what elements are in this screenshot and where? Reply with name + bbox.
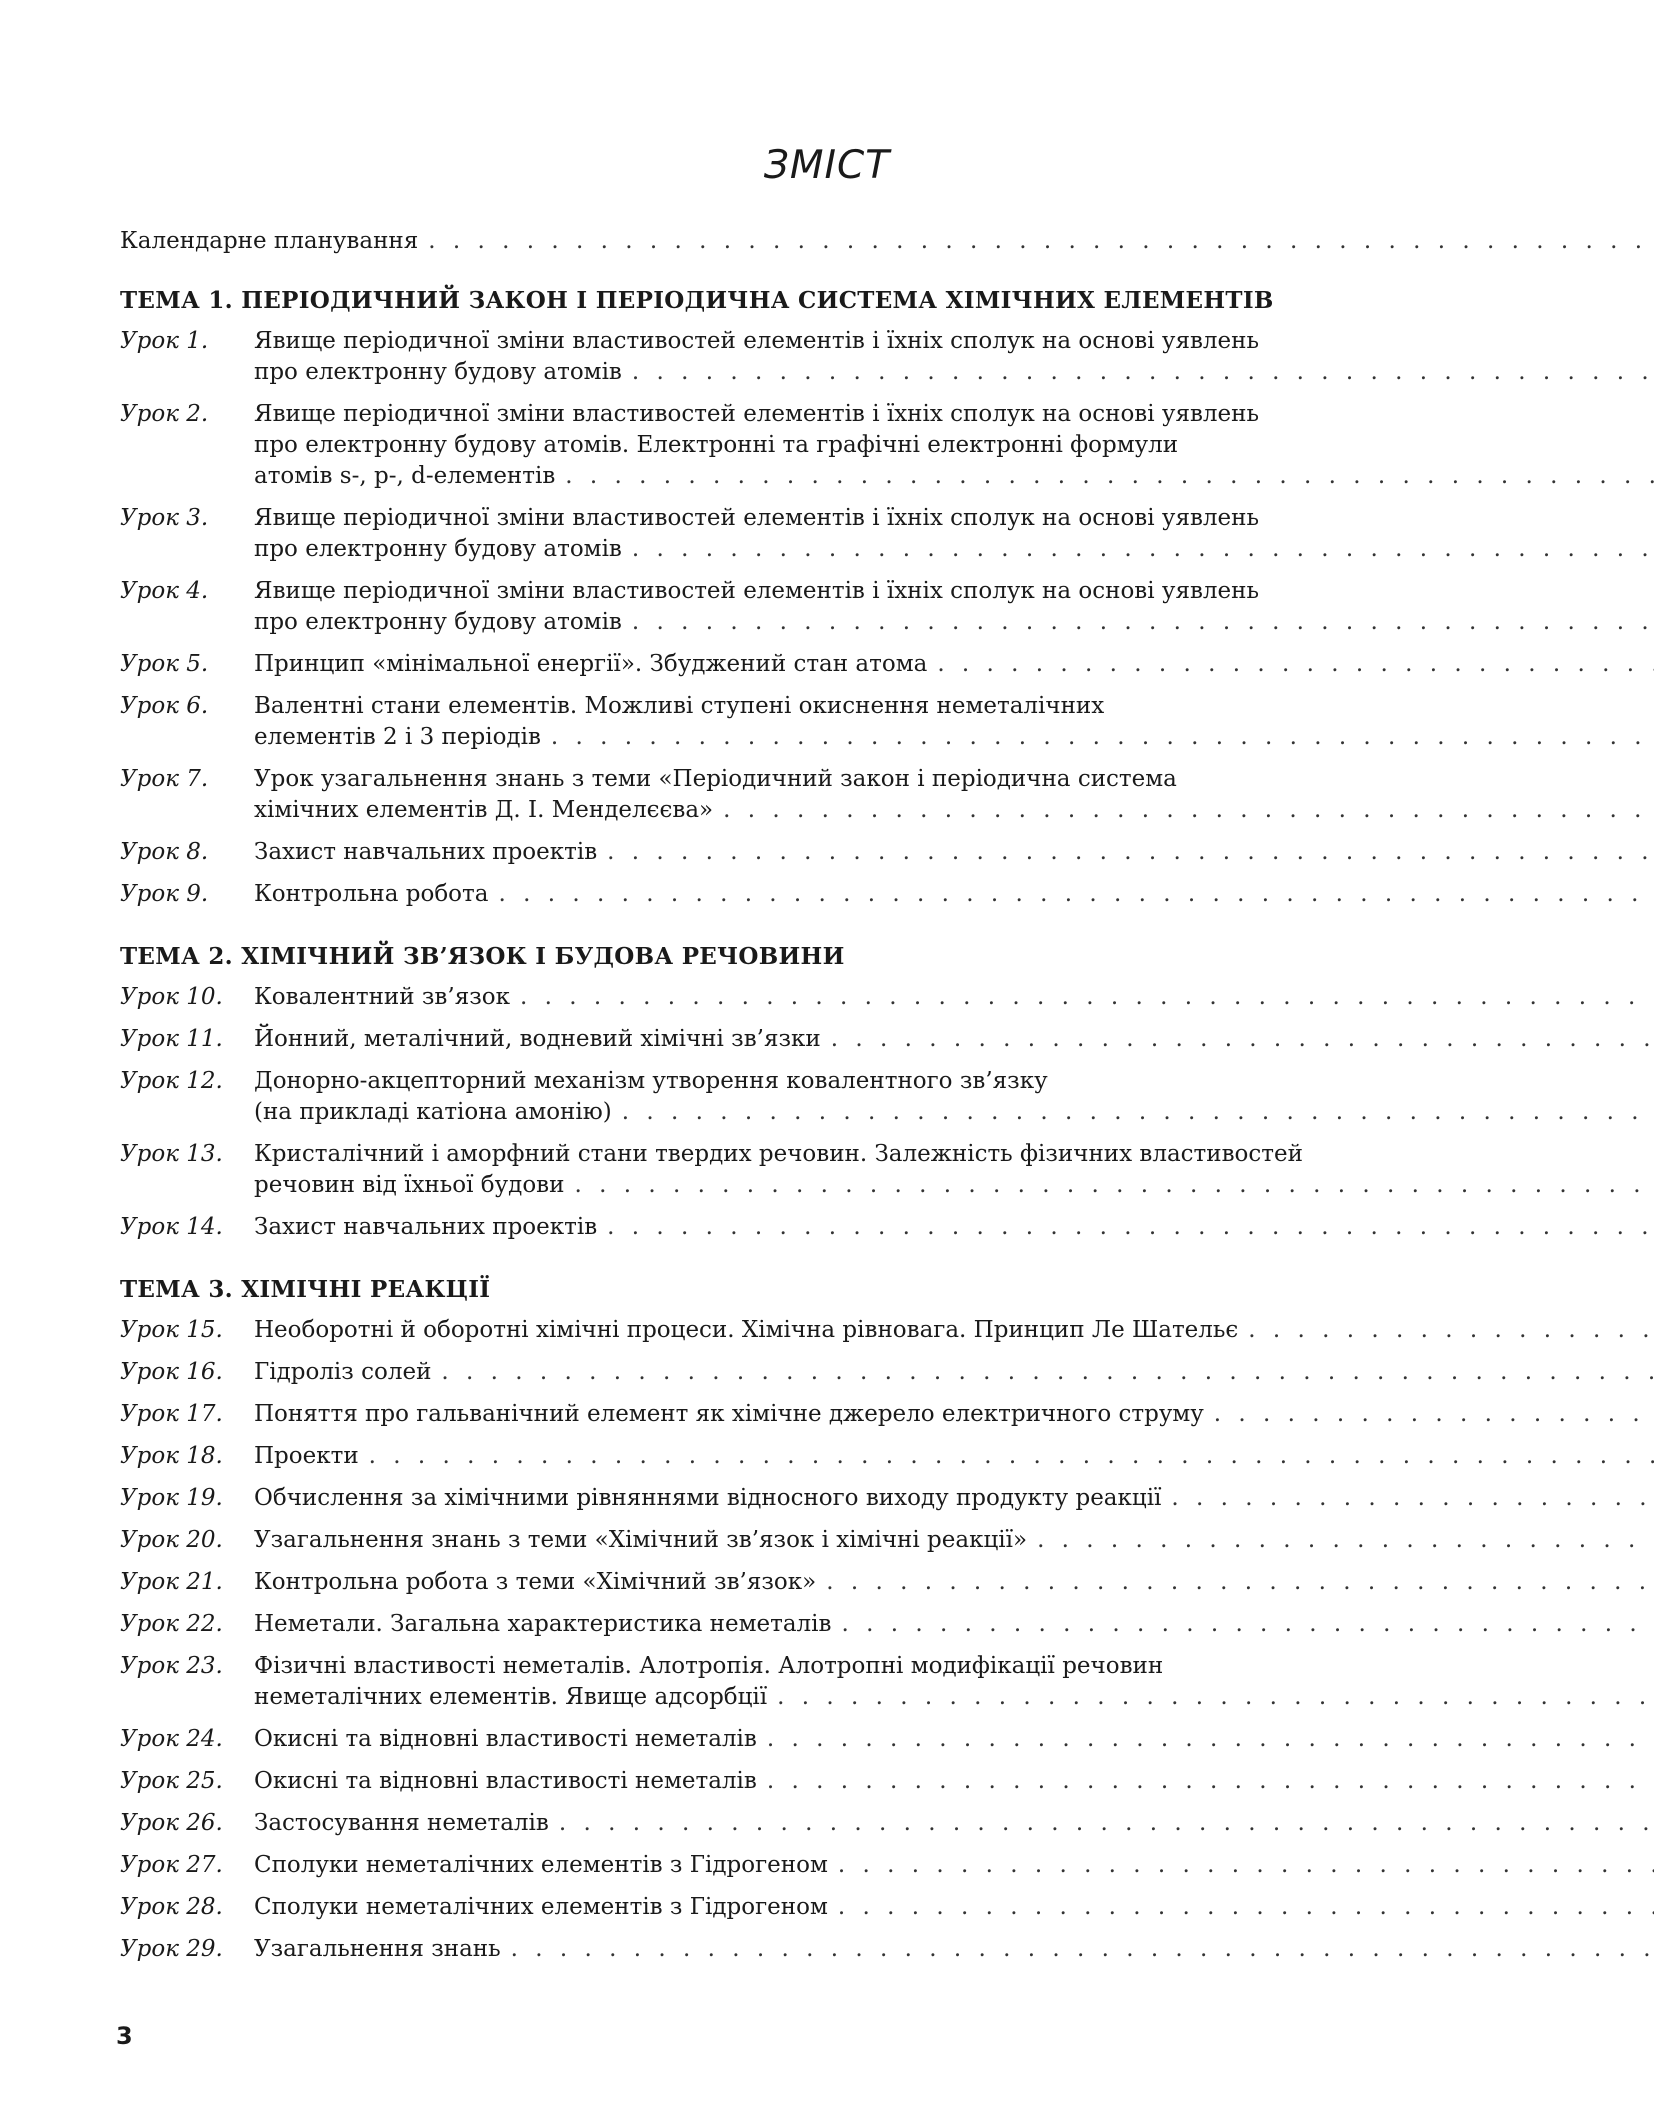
dot-leader: [777, 1682, 1654, 1713]
entry-title-line: Поняття про гальванічний елемент як хімічне джерело електричного струму: [254, 1401, 1204, 1427]
entry-body: [254, 1024, 1654, 1055]
entry-title-line: Контрольна робота з теми «Хімічний зв’язок»: [254, 1569, 817, 1595]
lesson-label: Урок 17.: [120, 1401, 223, 1427]
lesson-label: Урок 27.: [120, 1852, 223, 1878]
entry-body: [254, 1651, 1654, 1713]
entry-body: [254, 879, 1654, 910]
lesson-label: Урок 25.: [120, 1768, 223, 1794]
lesson-label: Урок 23.: [120, 1653, 223, 1679]
entry-last-line: [254, 722, 1654, 753]
entry-last-line: [254, 1097, 1654, 1128]
entry-title-line: Фізичні властивості неметалів. Алотропія. Алотропні модифікації речовин: [254, 1653, 1164, 1679]
lesson-label: Урок 16.: [120, 1359, 223, 1385]
dot-leader: [607, 837, 1654, 868]
lesson-label: Урок 13.: [120, 1141, 223, 1167]
entry-last-line: [254, 837, 1654, 868]
entry-last-line: [254, 1315, 1654, 1346]
entry-last-line: [254, 1850, 1654, 1881]
entry-title-line: про електронну будову атомів: [254, 359, 622, 385]
entry-title-line: атомів s-, p-, d-елементів: [254, 463, 556, 489]
dot-leader: [565, 461, 1654, 492]
dot-leader: [428, 226, 1654, 257]
entry-body: [254, 1850, 1654, 1881]
toc-entry[interactable]: [120, 1399, 1495, 1430]
lesson-label: Урок 8.: [120, 839, 209, 865]
entry-title-line: Ковалентний зв’язок: [254, 984, 510, 1010]
toc-entry[interactable]: [120, 1139, 1495, 1201]
entry-title-line: Явище періодичної зміни властивостей елементів і їхніх сполук на основі уявлень: [254, 578, 1259, 604]
entry-body: [254, 1525, 1654, 1556]
entry-body: [254, 1357, 1654, 1388]
entry-last-line: [254, 461, 1654, 492]
entry-last-line: [254, 1483, 1654, 1514]
entry-last-line: [254, 649, 1654, 680]
toc-entry[interactable]: [120, 1609, 1495, 1640]
entry-title-line: Захист навчальних проектів: [254, 1214, 598, 1240]
entry-last-line: [254, 1808, 1654, 1839]
section-heading: ТЕМА 3. ХІМІЧНІ РЕАКЦІЇ: [120, 1276, 491, 1303]
section-heading: ТЕМА 2. ХІМІЧНИЙ ЗВ’ЯЗОК І БУДОВА РЕЧОВИНИ: [120, 943, 845, 970]
entry-last-line: [254, 534, 1654, 565]
dot-leader: [632, 607, 1654, 638]
entry-body: [254, 326, 1654, 388]
toc-entry-title: Календарне планування: [120, 228, 419, 254]
entry-title-line: Принцип «мінімальної енергії». Збуджений стан атома: [254, 651, 928, 677]
page-title: ЗМІСТ: [763, 143, 891, 188]
entry-title-line: Гідроліз солей: [254, 1359, 432, 1385]
entry-body: [254, 764, 1654, 826]
dot-leader: [838, 1850, 1654, 1881]
dot-leader: [498, 879, 1654, 910]
lesson-label: Урок 4.: [120, 578, 209, 604]
lesson-label: Урок 10.: [120, 984, 223, 1010]
entry-title-line: Сполуки неметалічних елементів з Гідрогеном: [254, 1894, 828, 1920]
entry-title-line: Узагальнення знань: [254, 1936, 501, 1962]
dot-leader: [1248, 1315, 1654, 1346]
entry-body: [254, 1892, 1654, 1923]
toc-sections: [120, 285, 1495, 1965]
entry-body: [254, 1934, 1654, 1965]
entry-last-line: [254, 1170, 1654, 1201]
toc-section: [120, 285, 1495, 910]
toc-entry[interactable]: [120, 649, 1495, 680]
entry-last-line: [254, 1441, 1654, 1472]
toc-entry[interactable]: [120, 1766, 1495, 1797]
entry-last-line: [254, 982, 1654, 1013]
toc-entry-calendar[interactable]: [120, 226, 1495, 257]
entry-title-line: Проекти: [254, 1443, 359, 1469]
toc-entry[interactable]: [120, 1808, 1495, 1839]
dot-leader: [723, 795, 1654, 826]
lesson-label: Урок 18.: [120, 1443, 223, 1469]
dot-leader: [511, 1934, 1654, 1965]
dot-leader: [1037, 1525, 1654, 1556]
entry-title-line: неметалічних елементів. Явище адсорбції: [254, 1684, 768, 1710]
entry-body: [254, 1212, 1654, 1243]
entry-title-line: Захист навчальних проектів: [254, 839, 598, 865]
toc-entry[interactable]: [120, 1066, 1495, 1128]
dot-leader: [1171, 1483, 1654, 1514]
lesson-label: Урок 12.: [120, 1068, 223, 1094]
entry-title-line: Кристалічний і аморфний стани твердих речовин. Залежність фізичних властивостей: [254, 1141, 1303, 1167]
entry-last-line: [254, 1934, 1654, 1965]
entry-title-line: Урок узагальнення знань з теми «Періодичний закон і періодична система: [254, 766, 1177, 792]
entry-title-line: про електронну будову атомів: [254, 536, 622, 562]
dot-leader: [841, 1609, 1654, 1640]
entry-title-line: елементів 2 і 3 періодів: [254, 724, 541, 750]
toc-entry[interactable]: [120, 837, 1495, 868]
toc-entry[interactable]: [120, 576, 1495, 638]
dot-leader: [937, 649, 1654, 680]
toc-entry[interactable]: [120, 764, 1495, 826]
entry-title-line: Явище періодичної зміни властивостей елементів і їхніх сполук на основі уявлень: [254, 401, 1259, 427]
entry-body: [254, 1808, 1654, 1839]
lesson-label: Урок 11.: [120, 1026, 223, 1052]
entry-last-line: [254, 1766, 1654, 1797]
entry-body: [254, 1567, 1654, 1598]
entry-last-line: [254, 1212, 1654, 1243]
entry-title-line: Контрольна робота: [254, 881, 489, 907]
entry-title-line: Явище періодичної зміни властивостей елементів і їхніх сполук на основі уявлень: [254, 505, 1259, 531]
entry-title-line: Сполуки неметалічних елементів з Гідрогеном: [254, 1852, 828, 1878]
lesson-label: Урок 19.: [120, 1485, 223, 1511]
toc-entry[interactable]: [120, 691, 1495, 753]
entry-last-line: [254, 1525, 1654, 1556]
lesson-label: Урок 29.: [120, 1936, 223, 1962]
toc-entry[interactable]: [120, 1724, 1495, 1755]
dot-leader: [441, 1357, 1654, 1388]
entry-body: [254, 1766, 1654, 1797]
toc-entry[interactable]: [120, 1934, 1495, 1965]
dot-leader: [574, 1170, 1654, 1201]
entry-body: [254, 1315, 1654, 1346]
toc-section: [120, 1274, 1495, 1965]
dot-leader: [838, 1892, 1654, 1923]
toc-entry[interactable]: [120, 879, 1495, 910]
entry-title-line: Обчислення за хімічними рівняннями відносного виходу продукту реакції: [254, 1485, 1162, 1511]
dot-leader: [767, 1724, 1654, 1755]
entry-last-line: [254, 1609, 1654, 1640]
entry-body: [254, 399, 1654, 492]
toc-entry[interactable]: [120, 1024, 1495, 1055]
footer-page-number: 3: [116, 2022, 133, 2050]
toc-entry[interactable]: [120, 1212, 1495, 1243]
entry-title-line: Узагальнення знань з теми «Хімічний зв’язок і хімічні реакції»: [254, 1527, 1028, 1553]
lesson-label: Урок 14.: [120, 1214, 223, 1240]
toc-entry[interactable]: [120, 1483, 1495, 1514]
dot-leader: [1214, 1399, 1654, 1430]
entry-title-line: про електронну будову атомів. Електронні та графічні електронні формули: [254, 432, 1179, 458]
entry-last-line: [254, 1682, 1654, 1713]
dot-leader: [369, 1441, 1654, 1472]
entry-last-line: [254, 1024, 1654, 1055]
table-of-contents: [120, 226, 1495, 1996]
entry-body: [254, 503, 1654, 565]
lesson-label: Урок 7.: [120, 766, 209, 792]
entry-last-line: [254, 1892, 1654, 1923]
entry-body: [254, 837, 1654, 868]
entry-last-line: [254, 357, 1654, 388]
entry-last-line: [254, 1399, 1654, 1430]
entry-title-line: речовин від їхньої будови: [254, 1172, 565, 1198]
lesson-label: Урок 5.: [120, 651, 209, 677]
entry-title-line: Окисні та відновні властивості неметалів: [254, 1726, 757, 1752]
section-heading: ТЕМА 1. ПЕРІОДИЧНИЙ ЗАКОН І ПЕРІОДИЧНА СИСТЕМА ХІМІЧНИХ ЕЛЕМЕНТІВ: [120, 287, 1274, 314]
entry-title-line: хімічних елементів Д. І. Менделєєва»: [254, 797, 714, 823]
entry-title-line: Окисні та відновні властивості неметалів: [254, 1768, 757, 1794]
entry-title-line: Необоротні й оборотні хімічні процеси. Хімічна рівновага. Принцип Ле Шательє: [254, 1317, 1239, 1343]
dot-leader: [767, 1766, 1654, 1797]
toc-entry[interactable]: [120, 399, 1495, 492]
toc-entry[interactable]: [120, 1651, 1495, 1713]
entry-body: [254, 691, 1654, 753]
entry-body: [254, 982, 1654, 1013]
toc-entry[interactable]: [120, 982, 1495, 1013]
entry-body: [254, 649, 1654, 680]
dot-leader: [551, 722, 1654, 753]
toc-entry[interactable]: [120, 1441, 1495, 1472]
lesson-label: Урок 28.: [120, 1894, 223, 1920]
lesson-label: Урок 24.: [120, 1726, 223, 1752]
entry-title-line: про електронну будову атомів: [254, 609, 622, 635]
lesson-label: Урок 15.: [120, 1317, 223, 1343]
entry-last-line: [254, 879, 1654, 910]
toc-entry[interactable]: [120, 1567, 1495, 1598]
entry-last-line: [254, 607, 1654, 638]
lesson-label: Урок 2.: [120, 401, 209, 427]
entry-body: [254, 1139, 1654, 1201]
entry-last-line: [254, 795, 1654, 826]
entry-title-line: Валентні стани елементів. Можливі ступені окиснення неметалічних: [254, 693, 1105, 719]
dot-leader: [622, 1097, 1654, 1128]
entry-title-line: Донорно-акцепторний механізм утворення ковалентного зв’язку: [254, 1068, 1048, 1094]
entry-title-line: Явище періодичної зміни властивостей елементів і їхніх сполук на основі уявлень: [254, 328, 1259, 354]
entry-last-line: [254, 1567, 1654, 1598]
entry-body: [254, 1609, 1654, 1640]
dot-leader: [520, 982, 1654, 1013]
lesson-label: Урок 21.: [120, 1569, 223, 1595]
entry-title-line: Застосування неметалів: [254, 1810, 549, 1836]
entry-last-line: [254, 1724, 1654, 1755]
toc-entry[interactable]: [120, 1315, 1495, 1346]
entry-body: [254, 1399, 1654, 1430]
entry-body: [254, 1066, 1654, 1128]
toc-entry[interactable]: [120, 1525, 1495, 1556]
entry-body: [254, 1483, 1654, 1514]
toc-entry[interactable]: [120, 503, 1495, 565]
entry-title-line: (на прикладі катіона амонію): [254, 1099, 612, 1125]
toc-section: [120, 941, 1495, 1243]
dot-leader: [559, 1808, 1654, 1839]
dot-leader: [826, 1567, 1654, 1598]
lesson-label: Урок 3.: [120, 505, 209, 531]
entry-title-line: Йонний, металічний, водневий хімічні зв’язки: [254, 1026, 821, 1052]
lesson-label: Урок 20.: [120, 1527, 223, 1553]
entry-body: [254, 1724, 1654, 1755]
lesson-label: Урок 9.: [120, 881, 209, 907]
lesson-label: Урок 1.: [120, 328, 209, 354]
entry-last-line: [254, 1357, 1654, 1388]
toc-entry[interactable]: [120, 1357, 1495, 1388]
toc-entry[interactable]: [120, 326, 1495, 388]
dot-leader: [632, 534, 1654, 565]
entry-body: [254, 1441, 1654, 1472]
dot-leader: [831, 1024, 1654, 1055]
entry-body: [254, 576, 1654, 638]
lesson-label: Урок 22.: [120, 1611, 223, 1637]
dot-leader: [632, 357, 1654, 388]
toc-entry[interactable]: [120, 1892, 1495, 1923]
entry-title-line: Неметали. Загальна характеристика неметалів: [254, 1611, 832, 1637]
dot-leader: [607, 1212, 1654, 1243]
lesson-label: Урок 26.: [120, 1810, 223, 1836]
lesson-label: Урок 6.: [120, 693, 209, 719]
toc-entry[interactable]: [120, 1850, 1495, 1881]
